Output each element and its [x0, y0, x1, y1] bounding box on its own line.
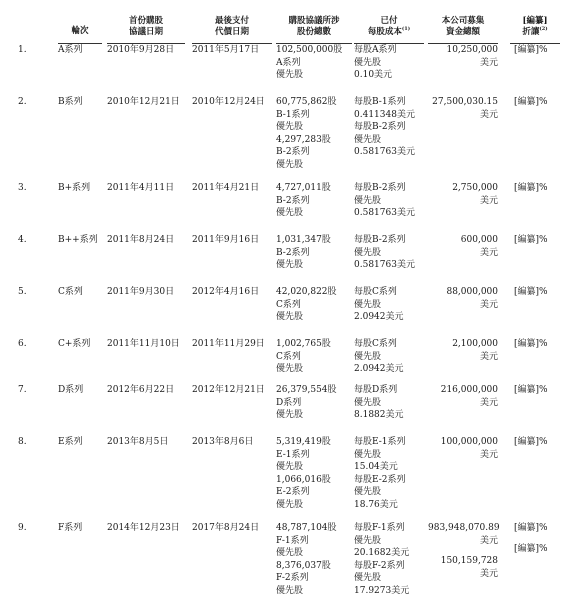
total-shares-line: A系列	[276, 57, 301, 68]
discount-line: [編纂]%	[514, 97, 548, 107]
first-agreement-date: 2013年8月5日	[107, 437, 169, 447]
discount	[514, 96, 564, 113]
round-name: B系列	[58, 97, 83, 107]
funds-raised-line: 美元	[479, 195, 498, 206]
funds-raised-line: 88,000,000	[446, 287, 498, 297]
row-index: 6.	[18, 339, 27, 349]
round-name: D系列	[58, 385, 84, 395]
cost-per-share-line: 優先股	[354, 535, 382, 546]
cost-per-share	[354, 384, 424, 422]
header-round: 輪次	[71, 26, 89, 36]
total-shares-line: 優先股	[276, 122, 304, 132]
discount	[514, 384, 564, 401]
cost-per-share-line: 優先股	[354, 57, 382, 68]
funds-raised-line: 2,750,000	[452, 183, 498, 193]
funds-raised-line: 美元	[479, 351, 498, 362]
discount-line: [編纂]%	[514, 543, 548, 554]
last-payment-date: 2011年5月17日	[192, 45, 260, 55]
total-shares-line: 4,727,011股	[276, 183, 331, 193]
header-discount: [編纂] 折讓$^{(2)}$	[522, 16, 548, 37]
round-name: B+系列	[58, 183, 91, 193]
cost-per-share	[354, 234, 424, 272]
first-agreement-date: 2014年12月23日	[107, 523, 180, 533]
row-index: 2.	[18, 97, 27, 107]
total-shares	[276, 234, 352, 272]
last-payment-date: 2011年4月21日	[192, 183, 260, 193]
cost-per-share-line: 每股D系列	[354, 385, 398, 395]
funds-raised-line: 983,948,070.89	[428, 523, 500, 533]
total-shares-line: 42,020,822股	[276, 287, 337, 297]
total-shares-line: E-2系列	[276, 487, 310, 497]
discount-line: [編纂]%	[514, 437, 548, 447]
cost-per-share-line: 每股B-1系列	[354, 97, 406, 107]
discount	[514, 182, 564, 199]
total-shares-line: 60,775,862股	[276, 97, 337, 107]
cost-per-share-line: 每股B-2系列	[354, 122, 406, 132]
funds-raised-line: 100,000,000	[440, 437, 498, 447]
total-shares-line: 4,297,283股	[276, 134, 331, 145]
round-name: A系列	[58, 45, 83, 55]
cost-per-share-line: 優先股	[354, 397, 382, 408]
last-payment-date: 2012年4月16日	[192, 287, 260, 297]
funds-raised-line: 10,250,000	[446, 45, 498, 55]
discount	[514, 522, 564, 559]
first-agreement-date: 2011年9月30日	[107, 287, 175, 297]
cost-per-share-line: 每股B-2系列	[354, 235, 406, 245]
total-shares-line: 48,787,104股	[276, 523, 337, 533]
total-shares-line: B-2系列	[276, 195, 310, 206]
funds-raised	[428, 234, 498, 259]
total-shares	[276, 96, 352, 171]
funds-raised	[428, 286, 498, 311]
discount	[514, 436, 564, 453]
row-index: 8.	[18, 437, 27, 447]
funds-raised-line: 美元	[479, 299, 498, 310]
total-shares-line: 26,379,554股	[276, 385, 337, 395]
discount-line: [編纂]%	[514, 45, 548, 55]
total-shares	[276, 182, 352, 220]
row-index: 9.	[18, 523, 27, 533]
cost-per-share-line: 每股F-2系列	[354, 560, 405, 571]
cost-per-share-line: 優先股	[354, 195, 382, 206]
first-agreement-date: 2010年9月28日	[107, 45, 175, 55]
funds-raised	[428, 436, 498, 461]
last-payment-date: 2017年8月24日	[192, 523, 260, 533]
cost-per-share-line: 每股F-1系列	[354, 523, 405, 533]
funds-raised	[428, 384, 498, 409]
total-shares-line: 8,376,037股	[276, 560, 331, 571]
round-name: C+系列	[58, 339, 91, 349]
header-total-shares: 購股協議所涉 股份總數	[288, 16, 340, 37]
discount-line: [編纂]%	[514, 183, 548, 193]
funds-raised-line: 600,000	[460, 235, 498, 245]
cost-per-share-line: 8.1882美元	[354, 410, 404, 420]
funds-raised-line: 美元	[479, 57, 498, 68]
last-payment-date: 2010年12月24日	[192, 97, 265, 107]
header-cost-per-share: 已付 每股成本$^{(1)}$	[367, 16, 411, 37]
cost-per-share-line: 2.0942美元	[354, 364, 404, 374]
cost-per-share	[354, 286, 424, 324]
total-shares-line: 優先股	[276, 70, 304, 80]
last-payment-date: 2013年8月6日	[192, 437, 254, 447]
cost-per-share-line: 優先股	[354, 487, 382, 497]
row-index: 1.	[18, 45, 27, 55]
discount	[514, 286, 564, 303]
discount-line: [編纂]%	[514, 339, 548, 349]
discount-line: [編纂]%	[514, 235, 548, 245]
discount-line: [編纂]%	[514, 287, 548, 297]
row-index: 7.	[18, 385, 27, 395]
total-shares-line: D系列	[276, 397, 302, 408]
cost-per-share-line: 0.581763美元	[354, 147, 415, 157]
total-shares-line: C系列	[276, 299, 301, 310]
round-name: B++系列	[58, 235, 98, 245]
funds-raised-line: 美元	[479, 247, 498, 258]
funds-raised-line: 27,500,030.15	[432, 97, 498, 107]
cost-per-share-line: 0.10美元	[354, 70, 393, 80]
total-shares-line: B-2系列	[276, 247, 310, 258]
total-shares-line: F-2系列	[276, 573, 309, 583]
last-payment-date: 2011年11月29日	[192, 339, 265, 349]
cost-per-share-line: 每股E-2系列	[354, 474, 406, 485]
total-shares	[276, 384, 352, 422]
total-shares-line: B-1系列	[276, 109, 310, 120]
total-shares-line: 優先股	[276, 159, 304, 170]
funds-raised	[428, 522, 498, 580]
table-header	[0, 0, 569, 46]
round-name: C系列	[58, 287, 83, 297]
total-shares-line: 1,066,016股	[276, 474, 331, 485]
total-shares-line: E-1系列	[276, 449, 310, 460]
round-name: F系列	[58, 523, 83, 533]
funds-raised-line: 150,159,728	[440, 556, 498, 566]
cost-per-share-line: 每股A系列	[354, 45, 397, 55]
funds-raised-line: 美元	[479, 568, 498, 579]
cost-per-share	[354, 338, 424, 376]
header-last-payment-date: 最後支付 代價日期	[214, 16, 249, 37]
cost-per-share-line: 優先股	[354, 247, 382, 258]
cost-per-share-line: 2.0942美元	[354, 312, 404, 322]
cost-per-share-line: 0.411348美元	[354, 109, 415, 120]
funds-raised-line: 美元	[479, 397, 498, 408]
cost-per-share-line: 每股B-2系列	[354, 183, 406, 193]
funds-raised-line: 美元	[479, 109, 498, 120]
last-payment-date: 2012年12月21日	[192, 385, 265, 395]
cost-per-share-line: 每股C系列	[354, 287, 397, 297]
cost-per-share-line: 優先股	[354, 351, 382, 362]
total-shares-line: 優先股	[276, 312, 304, 322]
first-agreement-date: 2011年11月10日	[107, 339, 180, 349]
discount	[514, 234, 564, 251]
cost-per-share-line: 0.581763美元	[354, 208, 415, 218]
cost-per-share-line: 每股E-1系列	[354, 437, 406, 447]
cost-per-share-line: 15.04美元	[354, 462, 398, 472]
first-agreement-date: 2011年8月24日	[107, 235, 175, 245]
cost-per-share-line: 優先股	[354, 449, 382, 460]
total-shares-line: 優先股	[276, 462, 304, 472]
cost-per-share	[354, 96, 424, 159]
cost-per-share-line: 優先股	[354, 134, 382, 145]
funds-raised-line: 2,100,000	[452, 339, 498, 349]
total-shares-line: 102,500,000股	[276, 45, 343, 55]
total-shares-line: 1,031,347股	[276, 235, 331, 245]
total-shares	[276, 522, 352, 597]
total-shares-line: 優先股	[276, 548, 304, 558]
cost-per-share-line: 優先股	[354, 299, 382, 310]
row-index: 4.	[18, 235, 27, 245]
cost-per-share-line: 優先股	[354, 573, 382, 583]
discount-line: [編纂]%	[514, 385, 548, 395]
spacer	[428, 547, 498, 555]
row-index: 3.	[18, 183, 27, 193]
total-shares-line: F-1系列	[276, 535, 309, 546]
funds-raised-line: 美元	[479, 449, 498, 460]
funds-raised	[428, 44, 498, 69]
cost-per-share	[354, 44, 424, 82]
cost-per-share	[354, 436, 424, 511]
total-shares-line: 5,319,419股	[276, 437, 331, 447]
discount	[514, 44, 564, 61]
cost-per-share-line: 17.9273美元	[354, 585, 410, 596]
total-shares-line: 優先股	[276, 499, 304, 510]
total-shares	[276, 44, 352, 82]
cost-per-share-line: 20.1682美元	[354, 548, 410, 558]
discount-line: [編纂]%	[514, 523, 548, 533]
funds-raised-line: 216,000,000	[440, 385, 498, 395]
cost-per-share-line: 每股C系列	[354, 339, 397, 349]
funds-raised	[428, 96, 498, 121]
first-agreement-date: 2011年4月11日	[107, 183, 175, 193]
row-index: 5.	[18, 287, 27, 297]
header-total-funds-raised: 本公司募集 資金總額	[441, 16, 485, 37]
total-shares-line: 優先股	[276, 208, 304, 218]
total-shares	[276, 338, 352, 376]
cost-per-share-line: 18.76美元	[354, 499, 398, 510]
total-shares	[276, 286, 352, 324]
first-agreement-date: 2012年6月22日	[107, 385, 175, 395]
funds-raised-line: 美元	[479, 535, 498, 546]
total-shares	[276, 436, 352, 511]
first-agreement-date: 2010年12月21日	[107, 97, 180, 107]
funds-raised	[428, 338, 498, 363]
cost-per-share	[354, 522, 424, 597]
cost-per-share	[354, 182, 424, 220]
total-shares-line: C系列	[276, 351, 301, 362]
funds-raised	[428, 182, 498, 207]
round-name: E系列	[58, 437, 83, 447]
discount	[514, 338, 564, 355]
total-shares-line: 優先股	[276, 364, 304, 374]
total-shares-line: 優先股	[276, 260, 304, 270]
total-shares-line: 優先股	[276, 410, 304, 420]
total-shares-line: B-2系列	[276, 147, 310, 157]
last-payment-date: 2011年9月16日	[192, 235, 260, 245]
header-first-agreement-date: 首份購股 協議日期	[128, 16, 163, 37]
cost-per-share-line: 0.581763美元	[354, 260, 415, 270]
total-shares-line: 優先股	[276, 585, 304, 596]
total-shares-line: 1,002,765股	[276, 339, 331, 349]
